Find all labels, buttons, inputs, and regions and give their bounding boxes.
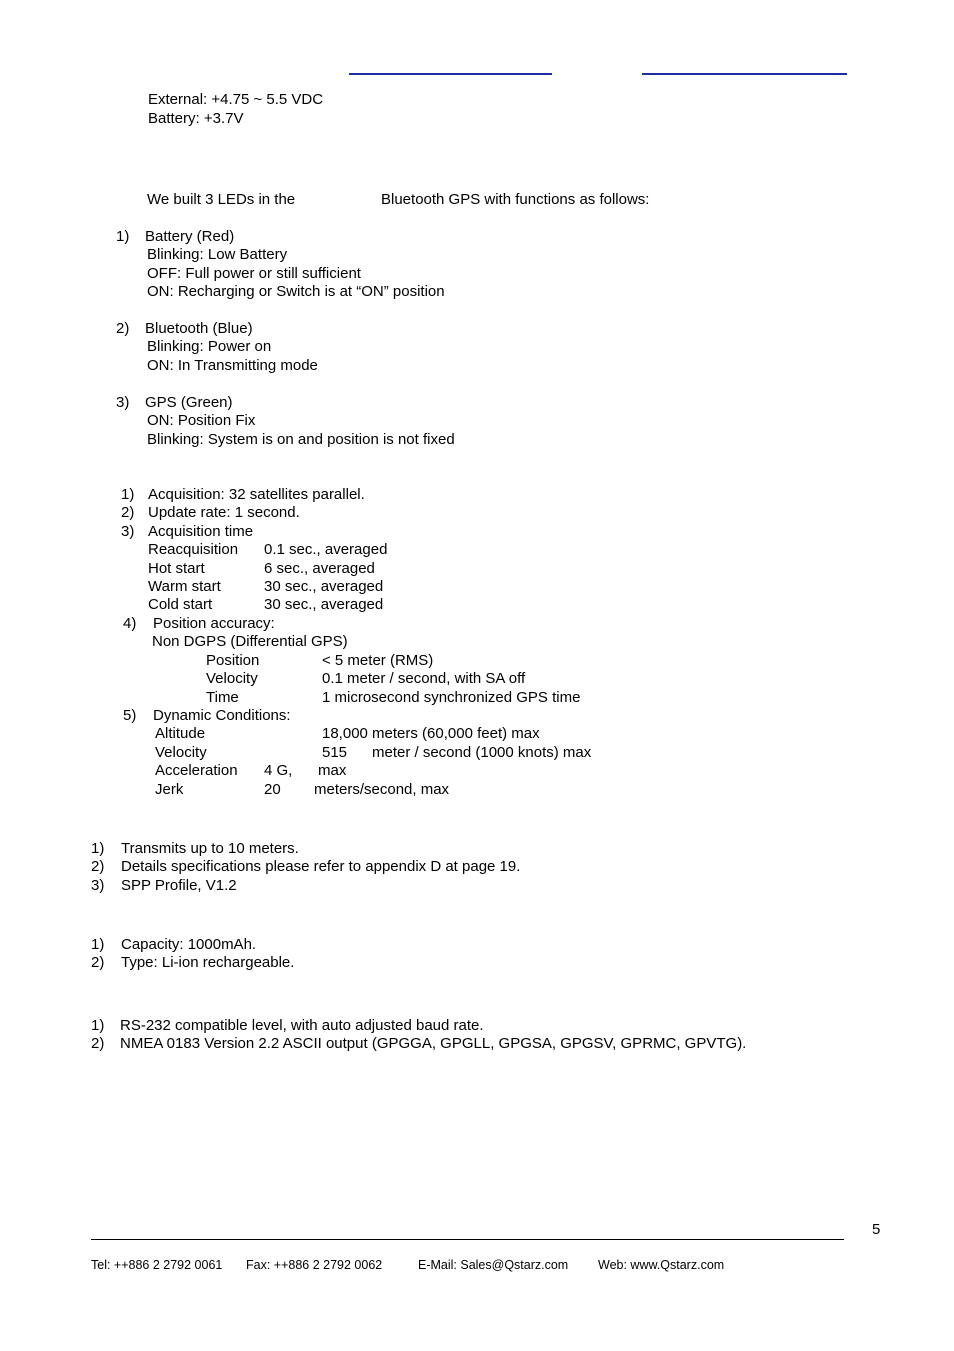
battery-item-text: Type: Li-ion rechargeable. xyxy=(121,954,295,971)
dynamic-value: 4 G, xyxy=(264,762,293,779)
led-item-line: Blinking: System is on and position is not fixed xyxy=(147,431,455,448)
dynamic-value: 515 xyxy=(322,744,348,761)
gps-item-number: 4) xyxy=(123,615,137,632)
led-item-line: Blinking: Power on xyxy=(147,338,272,355)
led-item-line: ON: Recharging or Switch is at “ON” position xyxy=(147,283,445,300)
gps-item-number: 2) xyxy=(121,504,135,521)
accuracy-label: Velocity xyxy=(206,670,258,687)
bluetooth-item-number: 1) xyxy=(91,840,105,857)
dynamic-value: 18,000 meters (60,000 feet) max xyxy=(322,725,540,742)
dynamic-label: Acceleration xyxy=(155,762,238,779)
gps-item-text: Position accuracy: xyxy=(153,615,275,632)
acq-label: Warm start xyxy=(148,578,221,595)
interface-item-number: 1) xyxy=(91,1017,105,1034)
dynamic-unit: max xyxy=(318,762,347,779)
led-item-line: ON: Position Fix xyxy=(147,412,256,429)
interface-item-text: RS-232 compatible level, with auto adjusted baud rate. xyxy=(120,1017,484,1034)
dynamic-unit: meter / second (1000 knots) max xyxy=(372,744,592,761)
dgps-heading: Non DGPS (Differential GPS) xyxy=(152,633,348,650)
accuracy-value: 0.1 meter / second, with SA off xyxy=(322,670,526,687)
dynamic-unit: meters/second, max xyxy=(314,781,450,798)
bluetooth-item-text: Details specifications please refer to appendix D at page 19. xyxy=(121,858,521,875)
header-link-underline-right xyxy=(642,73,847,75)
interface-item-text: NMEA 0183 Version 2.2 ASCII output (GPGGA, GPGLL, GPGSA, GPGSV, GPRMC, GPVTG). xyxy=(120,1035,747,1052)
led-item-number: 3) xyxy=(116,394,130,411)
footer-email: E-Mail: Sales@Qstarz.com xyxy=(418,1258,569,1272)
led-item-line: Blinking: Low Battery xyxy=(147,246,288,263)
acq-value: 0.1 sec., averaged xyxy=(264,541,388,558)
battery-item-number: 1) xyxy=(91,936,105,953)
power-battery: Battery: +3.7V xyxy=(148,110,244,127)
bluetooth-item-number: 2) xyxy=(91,858,105,875)
bluetooth-item-number: 3) xyxy=(91,877,105,894)
led-item-line: ON: In Transmitting mode xyxy=(147,357,318,374)
led-item-number: 1) xyxy=(116,228,130,245)
leds-intro-a: We built 3 LEDs in the xyxy=(147,191,296,208)
gps-item-text: Update rate: 1 second. xyxy=(148,504,300,521)
leds-intro-b: Bluetooth GPS with functions as follows: xyxy=(381,191,650,208)
dynamic-label: Jerk xyxy=(155,781,184,798)
header-link-underline-left xyxy=(349,73,552,75)
led-item-line: OFF: Full power or still sufficient xyxy=(147,265,361,282)
gps-item-number: 5) xyxy=(123,707,137,724)
accuracy-label: Time xyxy=(206,689,239,706)
power-external: External: +4.75 ~ 5.5 VDC xyxy=(148,91,324,108)
battery-item-number: 2) xyxy=(91,954,105,971)
led-item-title: GPS (Green) xyxy=(145,394,233,411)
acq-value: 30 sec., averaged xyxy=(264,578,384,595)
acq-label: Reacquisition xyxy=(148,541,239,558)
dynamic-label: Altitude xyxy=(155,725,206,742)
accuracy-value: 1 microsecond synchronized GPS time xyxy=(322,689,581,706)
acq-value: 6 sec., averaged xyxy=(264,560,375,577)
page-number: 5 xyxy=(872,1221,881,1238)
gps-item-text: Dynamic Conditions: xyxy=(153,707,291,724)
footer-tel: Tel: ++886 2 2792 0061 xyxy=(91,1258,223,1272)
gps-item-text: Acquisition time xyxy=(148,523,254,540)
footer-web: Web: www.Qstarz.com xyxy=(598,1258,725,1272)
gps-item-text: Acquisition: 32 satellites parallel. xyxy=(148,486,365,503)
acq-value: 30 sec., averaged xyxy=(264,596,384,613)
footer-fax: Fax: ++886 2 2792 0062 xyxy=(246,1258,383,1272)
battery-item-text: Capacity: 1000mAh. xyxy=(121,936,257,953)
acq-label: Cold start xyxy=(148,596,213,613)
led-item-title: Bluetooth (Blue) xyxy=(145,320,253,337)
dynamic-value: 20 xyxy=(264,781,281,798)
footer-divider xyxy=(91,1239,844,1240)
bluetooth-item-text: SPP Profile, V1.2 xyxy=(121,877,237,894)
led-item-number: 2) xyxy=(116,320,130,337)
dynamic-label: Velocity xyxy=(155,744,207,761)
gps-item-number: 3) xyxy=(121,523,135,540)
acq-label: Hot start xyxy=(148,560,205,577)
gps-item-number: 1) xyxy=(121,486,135,503)
bluetooth-item-text: Transmits up to 10 meters. xyxy=(121,840,299,857)
accuracy-value: < 5 meter (RMS) xyxy=(322,652,434,669)
led-item-title: Battery (Red) xyxy=(145,228,235,245)
interface-item-number: 2) xyxy=(91,1035,105,1052)
accuracy-label: Position xyxy=(206,652,260,669)
